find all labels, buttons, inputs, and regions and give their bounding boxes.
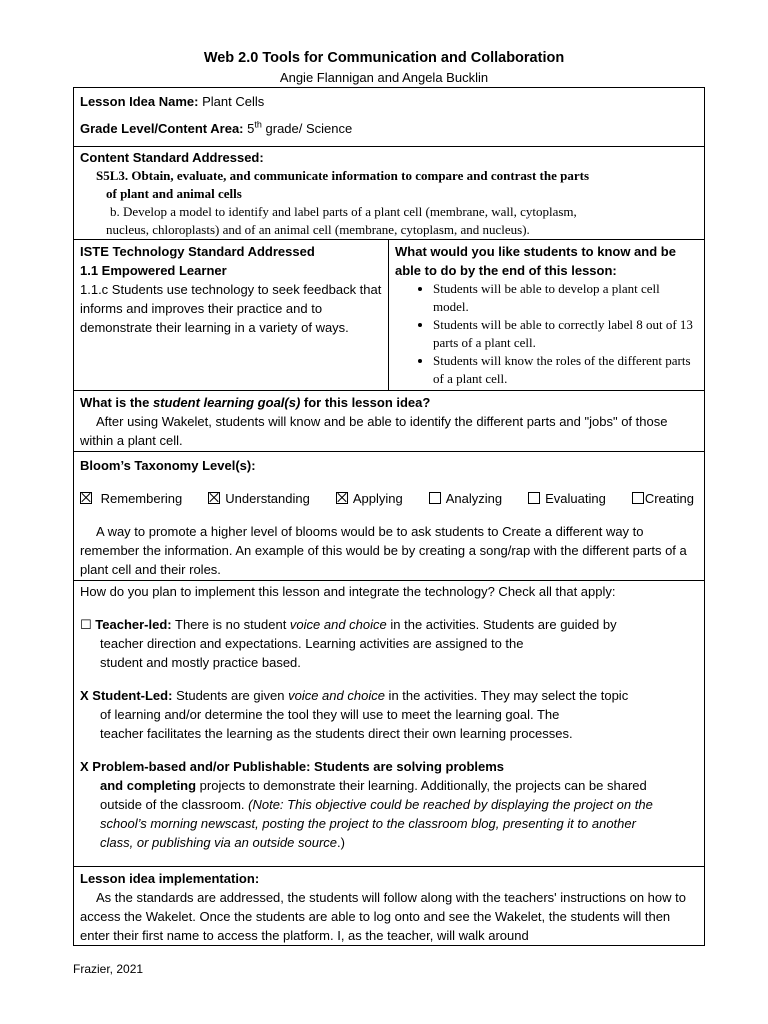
blooms-checkbox-row: [80, 489, 698, 508]
checkbox-checked-icon[interactable]: [80, 492, 92, 504]
standard-line-2: of plant and animal cells: [106, 186, 242, 201]
lesson-info-section: [74, 88, 704, 147]
implementation-section: [74, 867, 704, 945]
student-led-label: X Student-Led:: [80, 688, 173, 703]
page-footer: Frazier, 2021: [73, 962, 144, 976]
teacher-led-option: ☐ Teacher-led: There is no student voice and choice in the activities. Students are guided by teacher direction and expectations. Learning activities are assigned to the student and mostly practice based.: [80, 617, 617, 670]
goal-text: After using Wakelet, students will know and be able to identify the different parts and "jobs" of those within a plant cell.: [80, 414, 668, 448]
lesson-name-label: Lesson Idea Name:: [80, 94, 199, 109]
objectives-label: What would you like students to know and be able to do by the end of this lesson:: [395, 244, 676, 278]
implementation-label: Lesson idea implementation:: [80, 871, 260, 886]
blooms-option-remembering[interactable]: Remembering: [80, 489, 182, 508]
goal-label-italic: student learning goal(s): [152, 395, 301, 410]
standard-sub-line-1: b. Develop a model to identify and label parts of a plant cell (membrane, wall, cytoplasm,: [110, 204, 577, 219]
student-led-option: X Student-Led: Students are given voice and choice in the activities. They may select the topic of learning and/or determine the tool they will use to meet the learning goal. The teacher facilitates the learning as the students direct their own learning processes.: [80, 688, 629, 741]
blooms-option-creating[interactable]: Creating: [632, 489, 694, 508]
checkbox-empty-icon[interactable]: [429, 492, 441, 504]
teacher-led-checkbox-icon[interactable]: ☐: [80, 617, 92, 632]
blooms-option-understanding[interactable]: Understanding: [208, 489, 310, 508]
iste-text: 1.1.c Students use technology to seek feedback that informs and improves their practice and to demonstrate their learning in a variety of ways.: [80, 282, 382, 335]
objective-item: • Students will be able to correctly label 8 out of 13 parts of a plant cell.: [433, 316, 698, 352]
lesson-plan-table: [73, 87, 705, 946]
blooms-option-applying[interactable]: Applying: [336, 489, 403, 508]
content-standard-section: [74, 147, 704, 240]
iste-section: [74, 240, 389, 390]
standard-sub-line-2: nucleus, chloroplasts) and of an animal cell (membrane, cytoplasm, and nucleus).: [106, 222, 530, 237]
implementation-text: As the standards are addressed, the students will follow along with the teachers' instructions on how to access the Wakelet. Once the students are able to log onto and see the Wakelet, the students will then enter their first name to access the platform. I, as the teacher, will walk around: [80, 890, 686, 943]
goal-label-pre: What is the: [80, 395, 153, 410]
standards-objectives-row: [74, 240, 704, 391]
teacher-led-label: Teacher-led:: [95, 617, 172, 632]
iste-label: ISTE Technology Standard Addressed: [80, 244, 315, 259]
objectives-section: [389, 240, 704, 390]
blooms-option-analyzing[interactable]: Analyzing: [429, 489, 502, 508]
objectives-list: [395, 280, 698, 388]
checkbox-checked-icon[interactable]: [208, 492, 220, 504]
grade-label: Grade Level/Content Area:: [80, 121, 244, 136]
objective-item: • Students will know the roles of the different parts of a plant cell.: [433, 352, 698, 388]
grade-num: 5: [247, 121, 255, 136]
lesson-name-value: Plant Cells: [202, 94, 265, 109]
objective-item: • Students will be able to develop a plant cell model.: [433, 280, 698, 316]
blooms-text: A way to promote a higher level of blooms would be to ask students to Create a different way to remember the information. An example of this would be by creating a song/rap with the different parts of a plant cell and their roles.: [80, 524, 687, 577]
problem-based-option: X Problem-based and/or Publishable: Students are solving problems and completing projects to demonstrate their learning. Additionally, the projects can be shared outside of the classroom. (Note: This objective could be reached by displaying the project on the school’s morning newscast, posting the project to the classroom blog, presenting it to another class, or publishing via an outside source.): [80, 757, 698, 852]
blooms-option-evaluating[interactable]: Evaluating: [528, 489, 606, 508]
goal-label-post: for this lesson idea?: [300, 395, 431, 410]
problem-based-label: X Problem-based and/or Publishable: Students are solving problems: [80, 759, 505, 774]
document-authors: Angie Flannigan and Angela Bucklin: [279, 70, 489, 85]
document-title: Web 2.0 Tools for Communication and Collaboration: [203, 50, 565, 66]
grade-sup: th: [254, 119, 262, 130]
checkbox-checked-icon[interactable]: [336, 492, 348, 504]
blooms-section: [74, 452, 704, 581]
content-standard-label: Content Standard Addressed:: [80, 150, 264, 165]
iste-sub-label: 1.1 Empowered Learner: [80, 263, 227, 278]
learning-goal-section: [74, 391, 704, 452]
standard-line-1: S5L3. Obtain, evaluate, and communicate information to compare and contrast the parts: [96, 168, 590, 183]
blooms-label: Bloom’s Taxonomy Level(s):: [80, 458, 256, 473]
implement-section: [74, 581, 704, 867]
checkbox-empty-icon[interactable]: [632, 492, 644, 504]
grade-rest: grade/ Science: [265, 121, 353, 136]
implement-question: How do you plan to implement this lesson and integrate the technology? Check all that apply:: [80, 584, 616, 599]
checkbox-empty-icon[interactable]: [528, 492, 540, 504]
